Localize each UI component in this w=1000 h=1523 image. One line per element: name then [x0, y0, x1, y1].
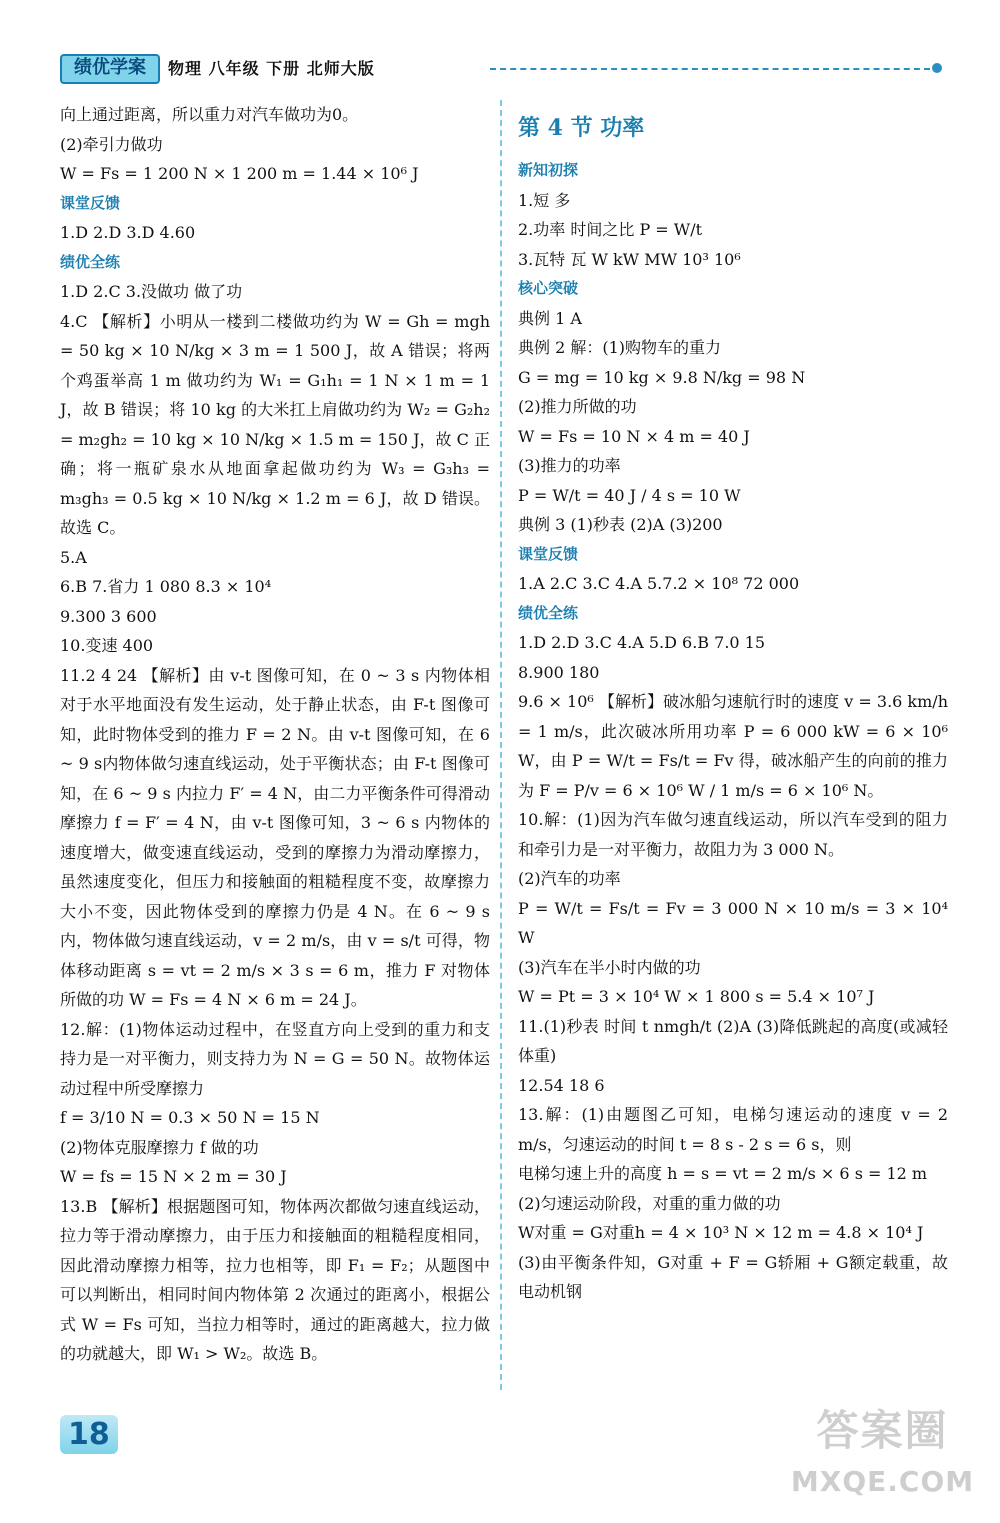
answer-line: W = fs = 15 N × 2 m = 30 J — [60, 1167, 287, 1186]
page-header — [60, 52, 950, 84]
answer-line: (2)牵引力做功 — [60, 134, 163, 154]
section-heading: 新知初探 — [518, 161, 579, 179]
answer-line: 6.B 7.省力 1 080 8.3 × 10⁴ — [60, 577, 272, 596]
answer-line: 11.(1)秒表 时间 t nmgh/t (2)A (3)降低跳起的高度(或减轻体重) — [518, 1016, 948, 1065]
answer-line: 12.54 18 6 — [518, 1075, 605, 1095]
section-heading: 课堂反馈 — [60, 193, 121, 212]
section-heading: 核心突破 — [518, 279, 579, 297]
answer-line: 12.解：(1)物体运动过程中，在竖直方向上受到的重力和支持力是一对平衡力，则支持力为 N = G = 50 N。故物体运动过程中所受摩擦力 — [60, 1019, 490, 1098]
answer-line: 13.解：(1)由题图乙可知，电梯匀速运动的速度 v = 2 m/s，匀速运动的时间 t = 8 s - 2 s = 6 s，则 — [518, 1105, 948, 1154]
answer-line: 10.解：(1)因为汽车做匀速直线运动，所以汽车受到的阻力和牵引力是一对平衡力，故阻力为 3 000 N。 — [518, 810, 948, 859]
answer-line: 5.A — [60, 547, 87, 567]
watermark-text: 答案圈 — [816, 1406, 949, 1455]
answer-line: 13.B 【解析】根据题图可知，物体两次都做匀速直线运动，拉力等于滑动摩擦力，由于压力和接触面的粗糙程度相同，因此滑动摩擦力相等，拉力也相等，即 F₁ = F₂；从题图中可以判断出，相同时间内物体第 2 次通过的距离小，根据公式 W = Fs 可知，当拉力相等时，通过的距离越大，拉力做的功就越大，即 W₁ > W₂。故选 B。 — [60, 1196, 490, 1363]
answer-line: 2.功率 时间之比 P = W/t — [518, 220, 703, 239]
header-dot-icon — [932, 63, 942, 73]
answer-line: W对重 = G对重h = 4 × 10³ N × 12 m = 4.8 × 10⁴ J — [518, 1223, 924, 1242]
section-title: 第 4 节 功率 — [518, 115, 645, 141]
brand-logo: 绩优学案 — [60, 54, 160, 84]
answer-line: 1.A 2.C 3.C 4.A 5.7.2 × 10⁸ 72 000 — [518, 574, 800, 593]
answer-line: W = Fs = 1 200 N × 1 200 m = 1.44 × 10⁶ J — [60, 164, 419, 183]
answer-line: 4.C 【解析】小明从一楼到二楼做功约为 W = Gh = mgh = 50 kg × 10 N/kg × 3 m = 1 500 J，故 A 错误；将两个鸡蛋举高 1 m 做功约为 W₁ = G₁h₁ = 1 N × 1 m = 1 J，故 B 错误；将 10 kg 的大米扛上肩做功约为 W₂ = G₂h₂ = m₂gh₂ = 10 kg × 10 N/kg × 1.5 m = 150 J，故 C 正确；将一瓶矿泉水从地面拿起做功约为 W₃ = G₃h₃ = m₃gh₃ = 0.5 kg × 10 N/kg × 1.2 m = 6 J，故 D 错误。故选 C。 — [60, 311, 490, 537]
answer-line: 1.短 多 — [518, 190, 571, 210]
answer-line: (2)匀速运动阶段，对重的重力做的功 — [518, 1193, 781, 1213]
column-divider — [500, 100, 502, 1390]
answer-line: 9.300 3 600 — [60, 606, 157, 626]
answer-line: (2)汽车的功率 — [518, 869, 621, 888]
header-dashed-rule — [490, 68, 930, 70]
page-number: 18 — [60, 1415, 118, 1454]
answer-line: (2)推力所做的功 — [518, 397, 637, 416]
section-heading: 绩优全练 — [518, 603, 579, 622]
section-heading: 课堂反馈 — [518, 544, 579, 563]
watermark-url: MXQE.COM — [790, 1465, 975, 1498]
answer-line: P = W/t = 40 J / 4 s = 10 W — [518, 485, 741, 505]
answer-line: 3.瓦特 瓦 W kW MW 10³ 10⁶ — [518, 249, 741, 269]
answer-line: 典例 2 解：(1)购物车的重力 — [518, 338, 722, 357]
answer-line: (2)物体克服摩擦力 f 做的功 — [60, 1137, 259, 1157]
answer-line: 1.D 2.D 3.C 4.A 5.D 6.B 7.0 15 — [518, 633, 766, 652]
answer-line: 1.D 2.D 3.D 4.60 — [60, 223, 196, 242]
left-column — [60, 100, 490, 1369]
section-heading: 绩优全练 — [60, 252, 121, 271]
answer-line: 电梯匀速上升的高度 h = s = vt = 2 m/s × 6 s = 12 m — [518, 1164, 928, 1183]
answer-line: P = W/t = Fs/t = Fv = 3 000 N × 10 m/s = 3 × 10⁴ W — [518, 898, 948, 947]
watermark-logo — [780, 1400, 985, 1520]
answer-line: 典例 3 (1)秒表 (2)A (3)200 — [518, 515, 723, 534]
answer-line: 向上通过距离，所以重力对汽车做功为0。 — [60, 105, 359, 124]
answer-line: W = Fs = 10 N × 4 m = 40 J — [518, 426, 750, 446]
answer-line: 典例 1 A — [518, 308, 582, 328]
book-subtitle: 物理 八年级 下册 北师大版 — [168, 59, 375, 78]
answer-line: (3)推力的功率 — [518, 456, 621, 475]
answer-line: 1.D 2.C 3.没做功 做了功 — [60, 282, 243, 301]
answer-line: 11.2 4 24 【解析】由 v-t 图像可知，在 0 ~ 3 s 内物体相对于水平地面没有发生运动，处于静止状态，由 F-t 图像可知，此时物体受到的推力 F = 2 N。由 v-t 图像可知，在 6 ~ 9 s内物体做匀速直线运动，处于平衡状态；由 F-t 图像可知，在 6 ~ 9 s 内拉力 F′ = 4 N，由二力平衡条件可得滑动摩擦力 f = F′ = 4 N，由 v-t 图像可知，3 ~ 6 s 内物体的速度增大，做变速直线运动，受到的摩擦力为滑动摩擦力，虽然速度变化，但压力和接触面的粗糙程度不变，故摩擦力大小不变，因此物体受到的摩擦力仍是 4 N。在 6 ~ 9 s 内，物体做匀速直线运动，v = 2 m/s，由 v = s/t 可得，物体移动距离 s = vt = 2 m/s × 3 s = 6 m，推力 F 对物体所做的功 W = Fs = 4 N × 6 m = 24 J。 — [60, 665, 490, 1009]
answer-line: (3)由平衡条件知，G对重 + F = G轿厢 + G额定载重，故电动机钢 — [518, 1252, 948, 1301]
answer-line: G = mg = 10 kg × 9.8 N/kg = 98 N — [518, 367, 806, 387]
answer-line: f = 3/10 N = 0.3 × 50 N = 15 N — [60, 1108, 320, 1127]
answer-line: 10.变速 400 — [60, 636, 154, 655]
answer-line: (3)汽车在半小时内做的功 — [518, 957, 701, 977]
right-column — [518, 100, 948, 1307]
answer-line: W = Pt = 3 × 10⁴ W × 1 800 s = 5.4 × 10⁷ J — [518, 987, 875, 1006]
answer-line: 9.6 × 10⁶ 【解析】破冰船匀速航行时的速度 v = 3.6 km/h = 1 m/s，此次破冰所用功率 P = 6 000 kW = 6 × 10⁶ W，由 P = W/t = Fs/t = Fv 得，破冰船产生的向前的推力为 F = P/v = 6 × 10⁶ W / 1 m/s = 6 × 10⁶ N。 — [518, 692, 948, 800]
answer-line: 8.900 180 — [518, 662, 600, 682]
